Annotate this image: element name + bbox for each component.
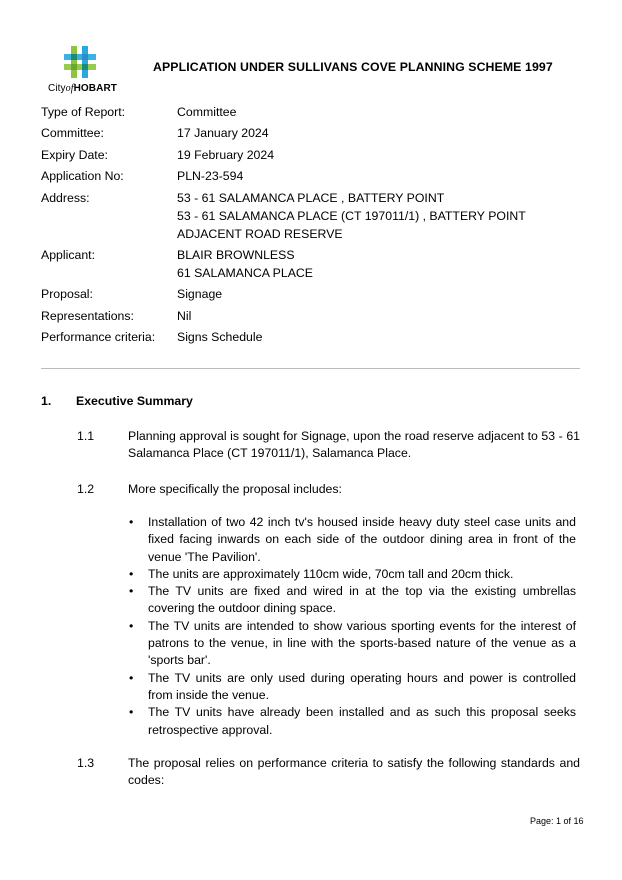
- detail-value-line: PLN-23-594: [177, 169, 244, 184]
- detail-row: [41, 124, 526, 142]
- paragraph-text: More specifically the proposal includes:: [128, 482, 342, 496]
- bullet-text: The TV units are only used during operating hours and power is controlled from inside the venue.: [148, 670, 576, 702]
- report-details-table: [41, 103, 526, 350]
- detail-value: [177, 103, 236, 121]
- bullet-item: [128, 670, 576, 705]
- detail-label: Application No:: [41, 169, 124, 184]
- page-number: Page: 1 of 16: [530, 816, 584, 826]
- detail-row: [41, 167, 526, 185]
- bullet-text: The TV units have already been installed and as such this proposal seeks retrospective approval.: [148, 705, 576, 737]
- detail-value: [177, 307, 191, 325]
- detail-label: Performance criteria:: [41, 330, 156, 345]
- detail-value-line: Nil: [177, 308, 192, 323]
- detail-value-line: Committee: [177, 105, 237, 119]
- bullet-icon: •: [129, 566, 134, 581]
- bullet-text: The units are approximately 110cm wide, 70cm tall and 20cm thick.: [148, 566, 514, 581]
- bullet-item: [128, 514, 576, 566]
- detail-value-line: 19 February 2024: [177, 147, 275, 162]
- detail-value-line: 17 January 2024: [177, 126, 269, 141]
- bullet-icon: •: [129, 515, 134, 529]
- detail-value-line: Signage: [177, 287, 223, 302]
- detail-value: [177, 328, 262, 346]
- bullet-item: [128, 704, 576, 739]
- hobart-logo-icon: [62, 44, 98, 80]
- detail-row: [41, 246, 526, 282]
- detail-value: [177, 189, 526, 243]
- paragraph-number: 1.3: [77, 756, 95, 770]
- section-heading: [41, 394, 193, 408]
- city-of-hobart-logo: [42, 44, 124, 96]
- detail-value-line: 61 SALAMANCA PLACE: [177, 265, 314, 280]
- logo-wordmark: CityofHOBART: [48, 83, 117, 94]
- paragraph-1-2: [77, 481, 580, 498]
- proposal-bullet-list: [128, 514, 576, 739]
- detail-row: [41, 103, 526, 121]
- detail-label: Address:: [41, 190, 90, 205]
- detail-label: Type of Report:: [41, 105, 126, 119]
- bullet-icon: •: [129, 705, 134, 720]
- section-divider: [41, 368, 580, 369]
- detail-label: Expiry Date:: [41, 147, 108, 162]
- bullet-icon: •: [129, 584, 134, 599]
- detail-value-line: 53 - 61 SALAMANCA PLACE , BATTERY POINT: [177, 190, 445, 205]
- bullet-item: [128, 566, 576, 583]
- detail-row: [41, 328, 526, 346]
- detail-label: Proposal:: [41, 287, 93, 302]
- detail-value-line: BLAIR BROWNLESS: [177, 247, 295, 262]
- detail-value: [177, 167, 243, 185]
- detail-row: [41, 146, 526, 164]
- detail-row: [41, 189, 526, 243]
- detail-label: Applicant:: [41, 247, 96, 262]
- paragraph-text: The proposal relies on performance criteria to satisfy the following standards and codes:: [128, 756, 580, 788]
- detail-row: [41, 285, 526, 303]
- detail-value-line: 53 - 61 SALAMANCA PLACE (CT 197011/1) , BATTERY POINT: [177, 208, 526, 223]
- paragraph-number: 1.1: [77, 429, 95, 443]
- bullet-text: The TV units are intended to show various sporting events for the interest of patrons to the venue, in line with the sports-based nature of the venue as a 'sports bar'.: [148, 618, 576, 668]
- bullet-text: Installation of two 42 inch tv's housed inside heavy duty steel case units and fixed facing inwards on each side of the outdoor dining area in front of the venue 'The Pavilion'.: [148, 515, 576, 564]
- bullet-icon: •: [129, 618, 134, 633]
- bullet-item: [128, 583, 576, 618]
- detail-value: [177, 246, 313, 282]
- detail-value-line: ADJACENT ROAD RESERVE: [177, 226, 343, 241]
- detail-value: [177, 146, 274, 164]
- document-title: APPLICATION UNDER SULLIVANS COVE PLANNING SCHEME 1997: [153, 60, 553, 74]
- detail-label: Representations:: [41, 308, 134, 323]
- bullet-item: [128, 618, 576, 670]
- bullet-icon: •: [129, 670, 134, 685]
- detail-row: [41, 307, 526, 325]
- bullet-text: The TV units are fixed and wired in at the top via the existing umbrellas covering the outdoor dining space.: [148, 584, 576, 616]
- section-number: 1.: [41, 394, 52, 408]
- section-title: Executive Summary: [76, 394, 193, 408]
- paragraph-1-1: [77, 428, 580, 463]
- detail-value-line: Signs Schedule: [177, 330, 263, 345]
- paragraph-1-3: [77, 755, 580, 790]
- paragraph-number: 1.2: [77, 482, 95, 496]
- detail-label: Committee:: [41, 126, 104, 141]
- paragraph-text: Planning approval is sought for Signage, upon the road reserve adjacent to 53 - 61 Salamanca Place (CT 197011/1), Salamanca Place.: [128, 429, 580, 461]
- detail-value: [177, 124, 269, 142]
- detail-value: [177, 285, 222, 303]
